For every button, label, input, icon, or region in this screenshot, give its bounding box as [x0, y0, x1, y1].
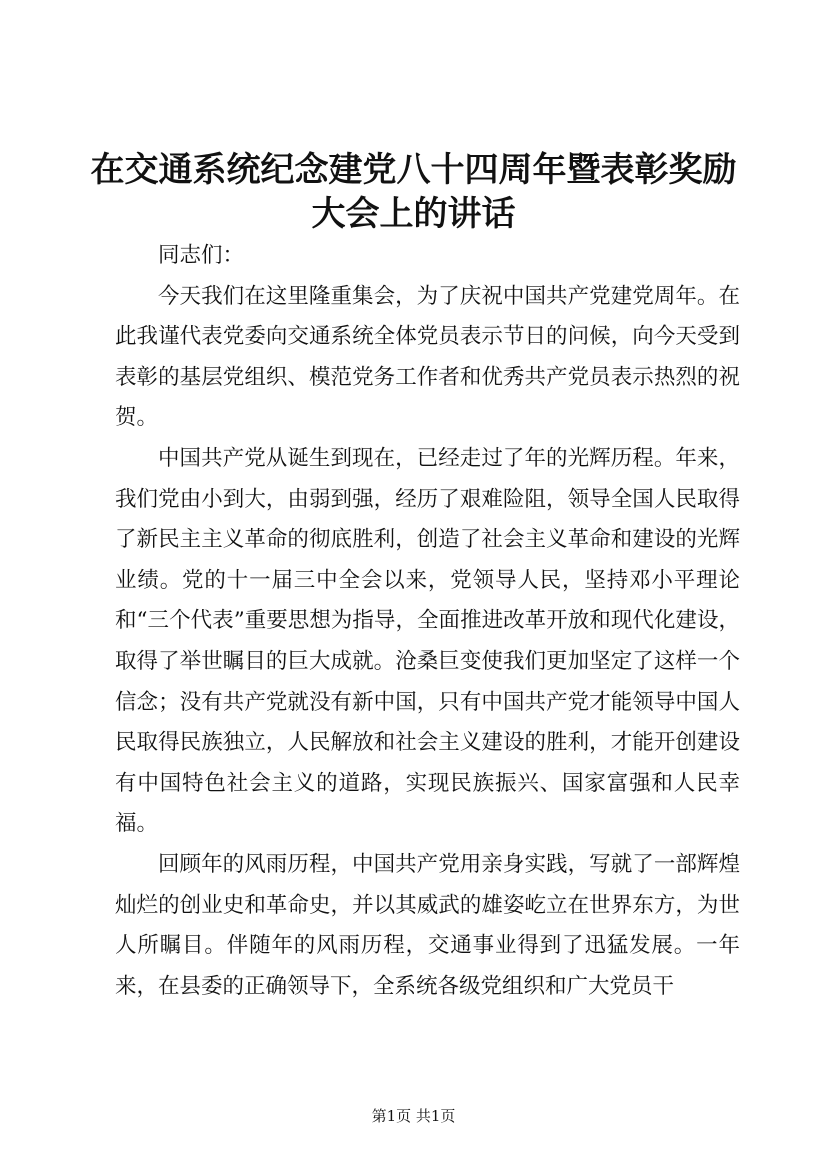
- salutation: 同志们：: [158, 243, 245, 268]
- document-body: [115, 236, 740, 1007]
- page-title: 在交通系统纪念建党八十四周年暨表彰奖励大会上的讲话: [90, 150, 737, 234]
- page-footer: 第1页 共1页: [371, 1107, 456, 1125]
- paragraph-3: 回顾年的风雨历程，中国共产党用亲身实践，写就了一部辉煌灿烂的创业史和革命史，并以其威武的雄姿屹立在世界东方，为世人所瞩目。伴随年的风雨历程，交通事业得到了迅猛发展。一年来，在县委的正确领导下，全系统各级党组织和广大党员干: [115, 851, 740, 999]
- paragraph-2: 中国共产党从诞生到现在，已经走过了年的光辉历程。年来，我们党由小到大，由弱到强，经历了艰难险阻，领导全国人民取得了新民主主义革命的彻底胜利，创造了社会主义革命和建设的光辉业绩。党的十一届三中全会以来，党领导人民，坚持邓小平理论和“三个代表”重要思想为指导，全面推进改革开放和现代化建设，取得了举世瞩目的巨大成就。沧桑巨变使我们更加坚定了这样一个信念；没有共产党就没有新中国，只有中国共产党才能领导中国人民取得民族独立，人民解放和社会主义建设的胜利，才能开创建设有中国特色社会主义的道路，实现民族振兴、国家富强和人民幸福。: [115, 445, 740, 837]
- paragraph-1: 今天我们在这里隆重集会，为了庆祝中国共产党建党周年。在此我谨代表党委向交通系统全体党员表示节日的问候，向今天受到表彰的基层党组织、模范党务工作者和优秀共产党员表示热烈的祝贺。: [115, 283, 740, 431]
